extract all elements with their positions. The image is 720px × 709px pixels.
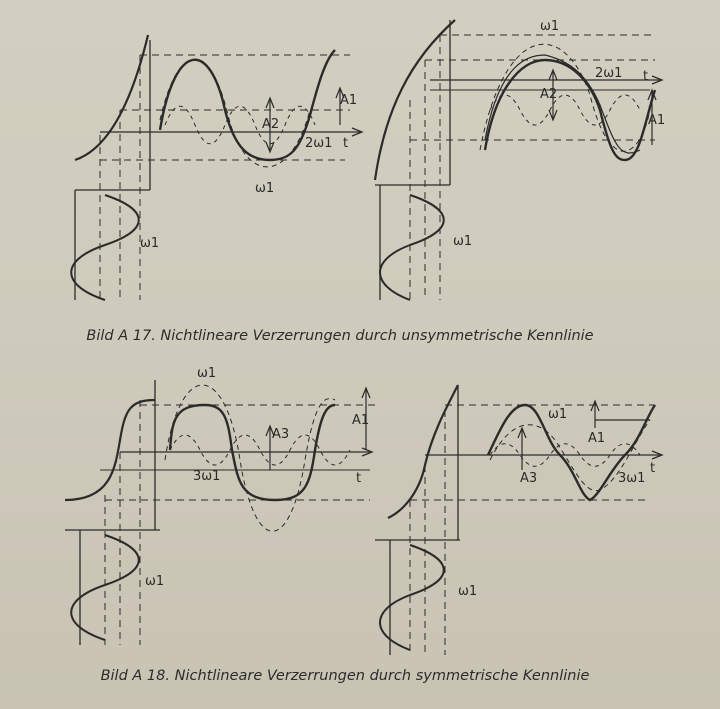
fig17-left-label-A1: A1 (340, 93, 358, 108)
fig18-left-label-A1: A1 (352, 413, 370, 428)
fig17-left-characteristic-curve (75, 35, 148, 160)
fig17-left-label-A2: A2 (262, 117, 280, 132)
fig18-right-label-3w1: 3ω1 (618, 471, 646, 486)
fig18-right-label-A1: A1 (588, 431, 606, 446)
fig17-right-input-sine (380, 195, 444, 300)
fig17-right-output-wave (485, 60, 655, 160)
fig17-right-label-A1: A1 (648, 113, 666, 128)
fig17-right-label-2w1: 2ω1 (595, 66, 623, 81)
fig18-right-label-t: t (650, 461, 656, 476)
fig17-left-label-w1-input: ω1 (140, 236, 160, 251)
fig17-left-panel (71, 35, 362, 300)
fig18-left-label-w1-input: ω1 (145, 574, 165, 589)
fig18-left-label-A3: A3 (272, 427, 290, 442)
fig18-right-label-w1-output: ω1 (548, 407, 568, 422)
fig18-left-characteristic-curve (65, 400, 155, 500)
fig18-right-label-w1-input: ω1 (458, 584, 478, 599)
fig17-left-label-t: t (343, 136, 349, 151)
fig17-left-input-sine (71, 195, 139, 300)
fig17-right-label-A2: A2 (540, 87, 558, 102)
fig18-left-label-w1-output: ω1 (197, 366, 217, 381)
fig18-right-panel (375, 385, 662, 655)
figure-caption-a17: Bild A 17. Nichtlineare Verzerrungen durch unsymmetrische Kennlinie (86, 328, 594, 344)
fig17-right-panel (375, 20, 662, 300)
fig17-right-label-w1-input: ω1 (453, 234, 473, 249)
fig17-left-label-w1-output: ω1 (255, 181, 275, 196)
fig18-left-label-3w1: 3ω1 (193, 469, 221, 484)
fig18-right-label-A3: A3 (520, 471, 538, 486)
fig17-left-label-2w1: 2ω1 (305, 136, 333, 151)
fig17-right-label-t: t (643, 69, 649, 84)
fig18-left-label-t: t (356, 471, 362, 486)
figure-caption-a18: Bild A 18. Nichtlineare Verzerrungen durch symmetrische Kennlinie (100, 668, 590, 684)
fig18-left-input-sine (71, 535, 139, 640)
fig17-right-label-w1-output: ω1 (540, 19, 560, 34)
fig18-left-panel (65, 380, 375, 645)
fig17-right-characteristic-curve (375, 20, 455, 180)
